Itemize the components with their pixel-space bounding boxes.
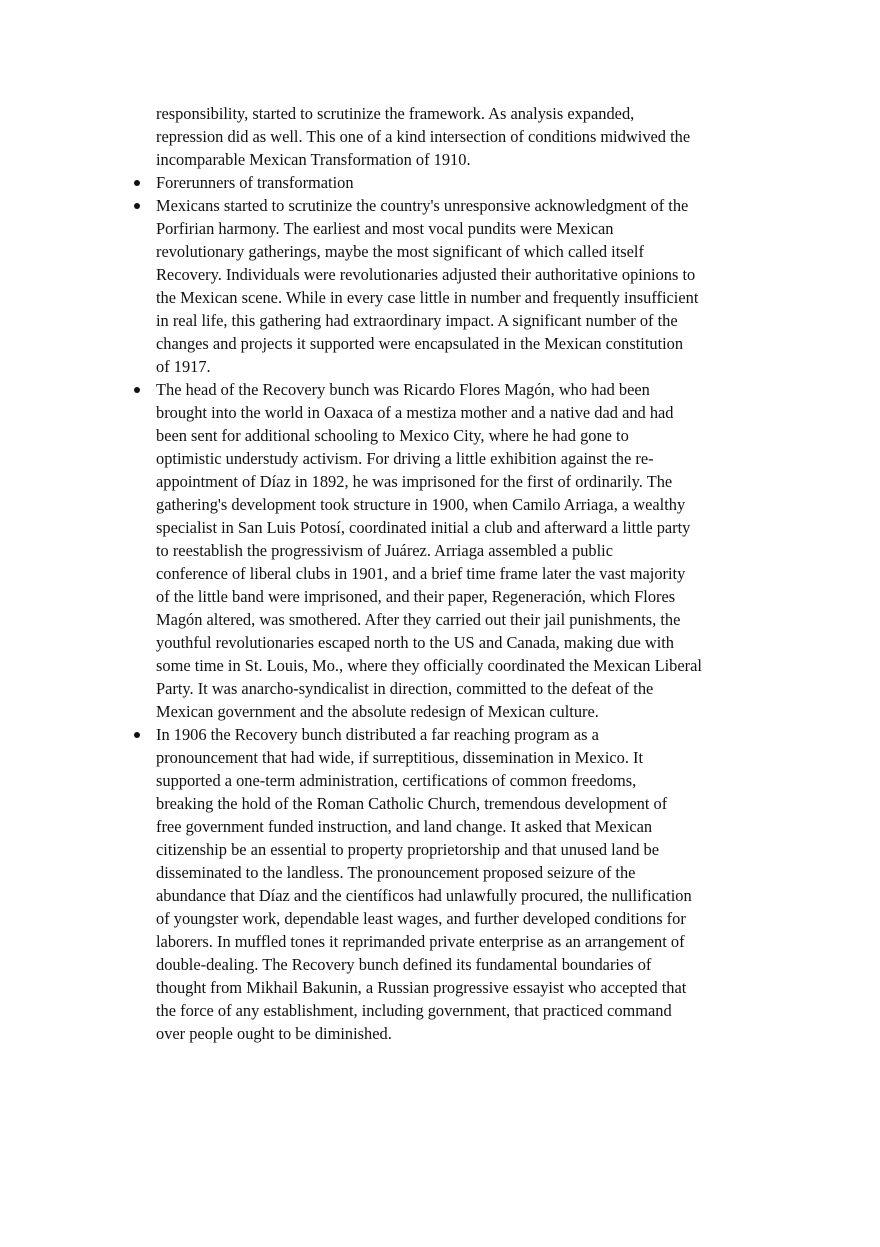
text-line: Magón altered, was smothered. After they carried out their jail punishments, the (156, 610, 681, 629)
text-line: optimistic understudy activism. For driving a little exhibition against the re- (156, 449, 654, 468)
text-line: the force of any establishment, including government, that practiced command (156, 1001, 672, 1020)
text-line: The head of the Recovery bunch was Ricardo Flores Magón, who had been (156, 380, 650, 399)
text-line: repression did as well. This one of a kind intersection of conditions midwived the (156, 127, 691, 146)
bullet-item-forerunners (156, 171, 736, 194)
bullet-dot-icon (131, 171, 143, 194)
text-line: the Mexican scene. While in every case little in number and frequently insufficient (156, 288, 699, 307)
text-line: responsibility, started to scrutinize the framework. As analysis expanded, (156, 104, 635, 123)
document-body (156, 102, 736, 1045)
text-line: youthful revolutionaries escaped north to the US and Canada, making due with (156, 633, 675, 652)
text-line: Mexicans started to scrutinize the country's unresponsive acknowledgment of the (156, 196, 689, 215)
intro-paragraph (156, 102, 736, 171)
text-line: Forerunners of transformation (156, 173, 354, 192)
text-line: double-dealing. The Recovery bunch defined its fundamental boundaries of (156, 955, 652, 974)
text-line: incomparable Mexican Transformation of 1910. (156, 150, 471, 169)
text-line: of 1917. (156, 357, 211, 376)
bullet-list (156, 171, 736, 1045)
text-line: breaking the hold of the Roman Catholic Church, tremendous development of (156, 794, 668, 813)
text-line: of youngster work, dependable least wages, and further developed conditions for (156, 909, 686, 928)
text-line: been sent for additional schooling to Mexico City, where he had gone to (156, 426, 629, 445)
text-line: in real life, this gathering had extraordinary impact. A significant number of the (156, 311, 678, 330)
text-line: revolutionary gatherings, maybe the most significant of which called itself (156, 242, 644, 261)
bullet-dot-icon (131, 723, 143, 746)
text-line: Recovery. Individuals were revolutionaries adjusted their authoritative opinions to (156, 265, 696, 284)
text-line: specialist in San Luis Potosí, coordinated initial a club and afterward a little party (156, 518, 691, 537)
text-line: disseminated to the landless. The pronouncement proposed seizure of the (156, 863, 636, 882)
text-line: supported a one-term administration, certifications of common freedoms, (156, 771, 637, 790)
bullet-item-mexicans-scrutinize (156, 194, 736, 378)
text-line: pronouncement that had wide, if surreptitious, dissemination in Mexico. It (156, 748, 644, 767)
text-line: Party. It was anarcho-syndicalist in direction, committed to the defeat of the (156, 679, 654, 698)
bullet-item-flores-magon (156, 378, 736, 723)
text-line: of the little band were imprisoned, and their paper, Regeneración, which Flores (156, 587, 676, 606)
bullet-dot-icon (131, 378, 143, 401)
text-line: over people ought to be diminished. (156, 1024, 392, 1043)
text-line: gathering's development took structure in 1900, when Camilo Arriaga, a wealthy (156, 495, 686, 514)
text-line: Porfirian harmony. The earliest and most vocal pundits were Mexican (156, 219, 614, 238)
text-line: conference of liberal clubs in 1901, and a brief time frame later the vast majority (156, 564, 686, 583)
text-line: In 1906 the Recovery bunch distributed a far reaching program as a (156, 725, 599, 744)
bullet-dot-icon (131, 194, 143, 217)
text-line: changes and projects it supported were encapsulated in the Mexican constitution (156, 334, 684, 353)
text-line: appointment of Díaz in 1892, he was imprisoned for the first of ordinarily. The (156, 472, 673, 491)
bullet-item-program-1906 (156, 723, 736, 1045)
text-line: citizenship be an essential to property proprietorship and that unused land be (156, 840, 659, 859)
text-line: thought from Mikhail Bakunin, a Russian progressive essayist who accepted that (156, 978, 687, 997)
text-line: brought into the world in Oaxaca of a mestiza mother and a native dad and had (156, 403, 674, 422)
text-line: to reestablish the progressivism of Juárez. Arriaga assembled a public (156, 541, 613, 560)
text-line: some time in St. Louis, Mo., where they officially coordinated the Mexican Liberal (156, 656, 702, 675)
text-line: abundance that Díaz and the científicos had unlawfully procured, the nullification (156, 886, 692, 905)
text-line: free government funded instruction, and land change. It asked that Mexican (156, 817, 653, 836)
text-line: Mexican government and the absolute redesign of Mexican culture. (156, 702, 599, 721)
text-line: laborers. In muffled tones it reprimanded private enterprise as an arrangement of (156, 932, 685, 951)
